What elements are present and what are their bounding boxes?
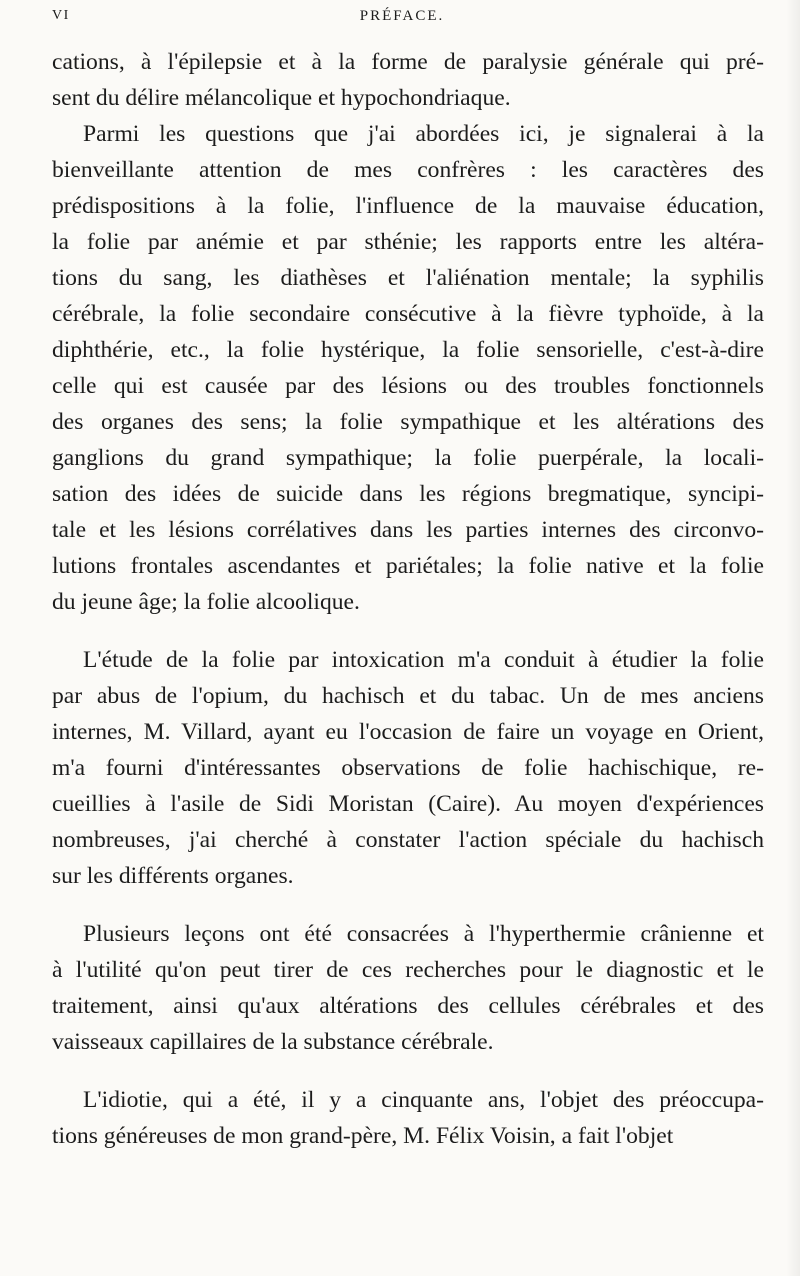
paragraph — [52, 916, 764, 1060]
paragraph — [52, 642, 764, 894]
text-line: traitement, ainsi qu'aux altérations des cellules cérébrales et des — [52, 993, 764, 1019]
text-line: ganglions du grand sympathique; la folie puerpérale, la locali- — [52, 445, 764, 471]
text-line: par abus de l'opium, du hachisch et du tabac. Un de mes anciens — [52, 683, 764, 709]
text-line: diphthérie, etc., la folie hystérique, la folie sensorielle, c'est-à-dire — [52, 337, 764, 363]
text-line: sent du délire mélancolique et hypochondriaque. — [52, 85, 511, 111]
paragraph — [52, 116, 764, 620]
text-line: L'idiotie, qui a été, il y a cinquante ans, l'objet des préoccupa- — [83, 1087, 764, 1113]
text-line: vaisseaux capillaires de la substance cérébrale. — [52, 1029, 494, 1055]
paragraph-gap — [52, 1060, 764, 1082]
text-line: m'a fourni d'intéressantes observations de folie hachischique, re- — [52, 755, 764, 781]
text-line: cations, à l'épilepsie et à la forme de paralysie générale qui pré- — [52, 49, 764, 75]
text-line: sur les différents organes. — [52, 863, 294, 889]
paragraph-gap — [52, 894, 764, 916]
paragraph-gap — [52, 620, 764, 642]
text-line: tions du sang, les diathèses et l'aliénation mentale; la syphilis — [52, 265, 764, 291]
text-line: à l'utilité qu'on peut tirer de ces recherches pour le diagnostic et le — [52, 957, 764, 983]
text-line: la folie par anémie et par sthénie; les rapports entre les altéra- — [52, 229, 764, 255]
text-line: lutions frontales ascendantes et pariétales; la folie native et la folie — [52, 553, 764, 579]
text-line: tale et les lésions corrélatives dans les parties internes des circonvo- — [52, 517, 764, 543]
running-title: PRÉFACE. — [359, 8, 445, 24]
text-line: du jeune âge; la folie alcoolique. — [52, 589, 360, 615]
paragraph — [52, 1082, 764, 1154]
text-line: Parmi les questions que j'ai abordées ici, je signalerai à la — [83, 121, 764, 147]
paragraph — [52, 44, 764, 116]
text-line: celle qui est causée par des lésions ou des troubles fonctionnels — [52, 373, 764, 399]
page-number: VI — [52, 8, 70, 23]
body-text — [52, 44, 764, 1154]
text-line: L'étude de la folie par intoxication m'a conduit à étudier la folie — [83, 647, 764, 673]
text-line: bienveillante attention de mes confrères : les caractères des — [52, 157, 764, 183]
page-edge-shadow — [786, 0, 800, 1276]
text-line: cérébrale, la folie secondaire consécutive à la fièvre typhoïde, à la — [52, 301, 764, 327]
text-line: tions généreuses de mon grand-père, M. Félix Voisin, a fait l'objet — [52, 1123, 674, 1149]
text-line: internes, M. Villard, ayant eu l'occasion de faire un voyage en Orient, — [52, 719, 764, 745]
text-line: nombreuses, j'ai cherché à constater l'action spéciale du hachisch — [52, 827, 764, 853]
page-header — [52, 8, 752, 32]
text-line: cueillies à l'asile de Sidi Moristan (Caire). Au moyen d'expériences — [52, 791, 764, 817]
text-line: Plusieurs leçons ont été consacrées à l'hyperthermie crânienne et — [83, 921, 764, 947]
text-line: sation des idées de suicide dans les régions bregmatique, syncipi- — [52, 481, 764, 507]
text-line: prédispositions à la folie, l'influence de la mauvaise éducation, — [52, 193, 764, 219]
text-line: des organes des sens; la folie sympathique et les altérations des — [52, 409, 764, 435]
